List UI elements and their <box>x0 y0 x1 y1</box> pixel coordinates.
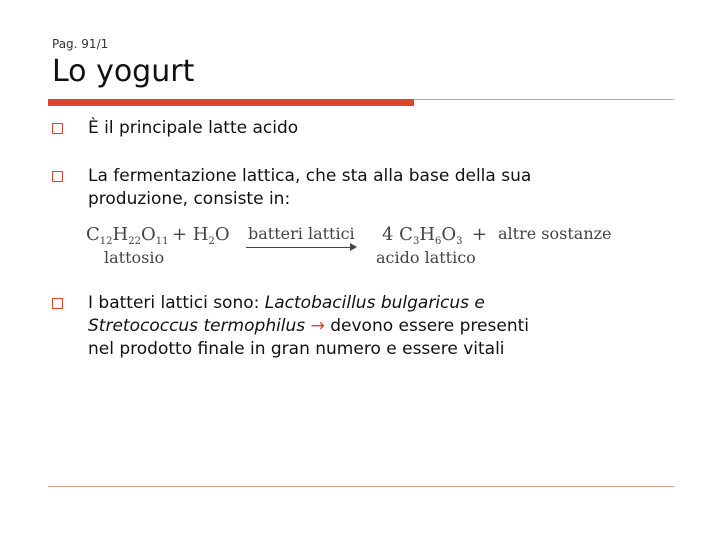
bullet-text-3-pre: I batteri lattici sono: <box>88 293 265 313</box>
bullet-text-3 <box>88 292 529 361</box>
conjunction: e <box>469 293 485 313</box>
lactose-formula: $C_{12}H_{22}O_{11}$ <box>86 224 169 247</box>
page-label: Pag. 91/1 <box>52 37 109 51</box>
reaction-arrow-line <box>246 247 354 248</box>
title-rule-accent <box>48 99 414 106</box>
bullet-text-2-line2: produzione, consiste in: <box>88 189 291 209</box>
species-lactobacillus: Lactobacillus bulgaricus <box>264 293 470 313</box>
plus-sign: + <box>472 224 488 245</box>
bullet-square-icon <box>52 298 63 309</box>
fermentation-equation <box>86 220 626 272</box>
other-substances: altre sostanze <box>498 224 612 243</box>
water-formula: + $H_2O$ <box>172 224 230 247</box>
bullet-text-3-line3: nel prodotto finale in gran numero e essere vitali <box>88 339 505 359</box>
bullet-text-1: È il principale latte acido <box>88 118 299 138</box>
lactic-acid-label: acido lattico <box>376 248 476 267</box>
arrow-label: batteri lattici <box>248 224 355 243</box>
right-arrow-icon: → <box>310 316 325 336</box>
bullet-text-2 <box>88 165 531 211</box>
bullet-text-3-post: devono essere presenti <box>324 316 529 336</box>
bullet-text-2-line1: La fermentazione lattica, che sta alla base della sua <box>88 166 532 186</box>
lactic-acid-formula: 4 $C_3H_6O_3$ <box>382 224 463 247</box>
slide-title: Lo yogurt <box>52 54 195 89</box>
species-streptococcus: Stretococcus termophilus <box>88 316 306 336</box>
footer-rule <box>48 486 674 487</box>
title-rule-thin <box>414 99 674 100</box>
bullet-square-icon <box>52 123 63 134</box>
bullet-square-icon <box>52 171 63 182</box>
lactose-label: lattosio <box>104 248 165 267</box>
reaction-arrow-head-icon <box>350 243 357 251</box>
